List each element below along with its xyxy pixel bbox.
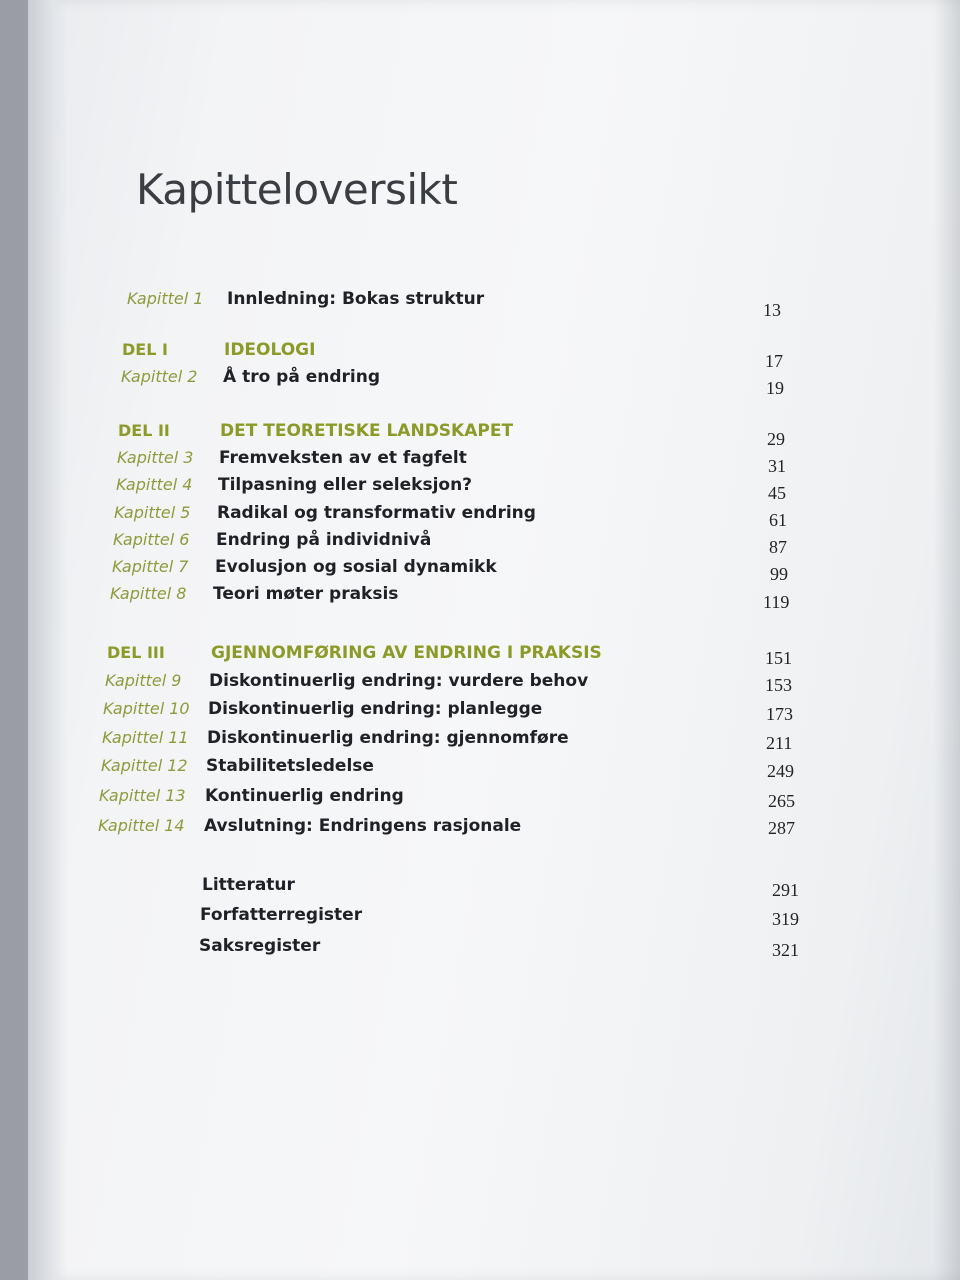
toc-chapter-row [0,584,960,610]
page-number: 287 [768,818,795,838]
part-label: DEL I [122,340,168,359]
toc-chapter-row [0,475,960,501]
chapter-label: Kapittel 8 [110,584,187,603]
toc-backmatter-row [0,936,960,962]
page-number: 87 [769,537,787,557]
toc-part-row [0,421,960,447]
page-title: Kapitteloversikt [136,165,458,214]
chapter-title: Avslutning: Endringens rasjonale [204,816,522,836]
chapter-title: Teori møter praksis [213,584,399,604]
toc-backmatter-row [0,875,960,901]
chapter-title: Innledning: Bokas struktur [227,289,485,309]
page-number: 151 [765,648,792,668]
toc-chapter-row [0,367,960,398]
chapter-title: Radikal og transformativ endring [217,503,536,523]
page-number: 153 [765,675,792,695]
chapter-title: Stabilitetsledelse [206,756,374,776]
chapter-title: Fremveksten av et fagfelt [219,448,467,468]
page-number: 13 [763,300,781,320]
chapter-title: Forfatterregister [200,905,363,925]
page-number: 265 [768,791,795,811]
toc-chapter-row [0,699,960,725]
chapter-label: Kapittel 3 [117,448,194,467]
chapter-title: Evolusjon og sosial dynamikk [215,557,497,577]
chapter-title: Diskontinuerlig endring: vurdere behov [209,671,589,691]
chapter-title: Kontinuerlig endring [205,786,404,806]
chapter-title: Endring på individnivå [216,530,432,550]
chapter-label: Kapittel 11 [102,728,189,747]
chapter-label: Kapittel 5 [114,503,191,522]
toc-chapter-row [0,756,960,782]
part-title: GJENNOMFØRING AV ENDRING I PRAKSIS [211,643,602,663]
toc-backmatter-row [0,905,960,931]
part-label: DEL III [107,643,165,662]
page-number: 19 [766,378,784,398]
page-number: 45 [768,483,786,503]
chapter-label: Kapittel 12 [101,756,188,775]
chapter-label: Kapittel 13 [99,786,186,805]
page-number: 61 [769,510,787,530]
toc-part-row [0,643,960,669]
toc-chapter-row [0,557,960,583]
part-title: DET TEORETISKE LANDSKAPET [220,421,514,441]
page-number: 173 [766,704,793,724]
chapter-label: Kapittel 1 [127,289,204,308]
chapter-label: Kapittel 7 [112,557,189,576]
toc-chapter-row [0,448,960,474]
page-number: 31 [768,456,786,476]
toc-chapter-row [0,816,960,842]
toc-chapter-row [0,530,960,556]
toc-chapter-row [0,503,960,529]
toc-chapter-row [0,671,960,697]
page-number: 321 [772,940,799,960]
page-number: 211 [766,733,793,753]
chapter-title: Litteratur [202,875,295,895]
page-number: 319 [772,909,799,929]
page-number: 99 [770,564,788,584]
toc-chapter-row [0,786,960,812]
page-number: 119 [763,592,790,612]
chapter-title: Saksregister [199,936,321,956]
chapter-label: Kapittel 6 [113,530,190,549]
chapter-title: Å tro på endring [223,367,381,387]
page-number: 249 [767,761,794,781]
toc-chapter-row [0,728,960,754]
part-title: IDEOLOGI [224,340,316,360]
page-number: 17 [765,351,783,371]
part-label: DEL II [118,421,170,440]
toc-chapter-row [0,289,960,320]
chapter-label: Kapittel 14 [98,816,185,835]
chapter-title: Tilpasning eller seleksjon? [218,475,473,495]
chapter-title: Diskontinuerlig endring: gjennomføre [207,728,569,748]
chapter-label: Kapittel 9 [105,671,182,690]
page-number: 291 [772,880,799,900]
chapter-label: Kapittel 4 [116,475,193,494]
chapter-title: Diskontinuerlig endring: planlegge [208,699,543,719]
page-number: 29 [767,429,785,449]
toc-part-row [0,340,960,371]
chapter-label: Kapittel 2 [121,367,198,386]
chapter-label: Kapittel 10 [103,699,190,718]
